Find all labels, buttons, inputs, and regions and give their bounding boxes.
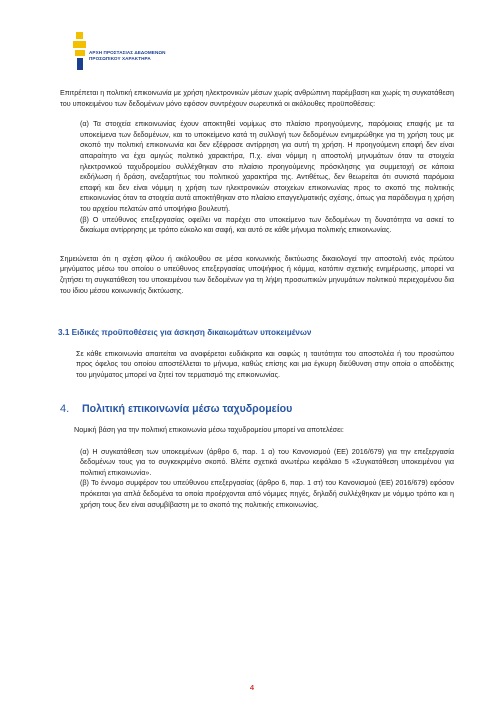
section-4-item-b: (β) Το έννομο συμφέρον του υπεύθυνου επεξεργασίας (άρθρο 6, παρ. 1 στ) του Κανονισμού (ΕΕ) 2016/679) εφόσον πρόκειται για απλά δεδομένα τα οποία προέρχονται από νόμιμες πηγές, δηλαδή συλλέχθηκαν με νόμιμο τρόπο και η χρήση τους δεν είναι ασυμβίβαστη με το σκοπό της πολιτικής επικοινωνίας. [80,478,454,509]
condition-b: (β) Ο υπεύθυνος επεξεργασίας οφείλει να παρέχει στο υποκείμενο των δεδομένων τη δυνατότητα να ασκεί το δικαίωμα αντίρρησης με τρόπο εύκολο και σαφή, και αυτό σε κάθε μήνυμα πολιτικής επικοινωνίας. [80,214,454,235]
section-4-heading [60,404,454,415]
logo-text [89,50,166,62]
conditions-list [70,119,454,236]
condition-a: (α) Τα στοιχεία επικοινωνίας έχουν αποκτηθεί νομίμως στο πλαίσιο προηγούμενης, παρόμοιας επαφής με τα υποκείμενα των δεδομένων, και το υποκείμενο κατά τη συλλογή των δεδομένων ενημερώθηκε για τη χρήση τους με σκοπό την πολιτική επικοινωνία και δεν εξέφρασε αντίρρηση για αυτή τη χρήση. Η προηγούμενη επαφή δεν είναι απαραίτητο να έχει αμιγώς πολιτικό χαρακτήρα, Π.χ. είναι νόμιμη η αποστολή μηνυμάτων όταν τα στοιχεία ηλεκτρονικού ταχυδρομείου συλλέχθηκαν στο πλαίσιο προηγούμενης πρόσκλησης για συμμετοχή σε κάποια εκδήλωση ή δράση, ανεξαρτήτως του πολιτικού χαρακτήρα της. Αντιθέτως, δεν θεωρείται ότι συνιστά παρόμοια επαφή και δεν είναι νόμιμη η χρήση των ηλεκτρονικών στοιχείων επικοινωνίας προς το σκοπό της πολιτικής επικοινωνίας όταν τα στοιχεία αυτά αποκτήθηκαν στο πλαίσιο επαγγελματικής σχέσης, όπως για παράδειγμα η χρήση του αρχείου πελατών από υποψήφιο βουλευτή. [80,119,454,213]
section-4-item-a: (α) Η συγκατάθεση των υποκειμένων (άρθρο 6, παρ. 1 α) του Κανονισμού (ΕΕ) 2016/679) για την επεξεργασία δεδομένων τους για το συγκεκριμένο σκοπό. Βλέπε σχετικά ανωτέρω κεφάλαιο 5 «Συγκατάθεση υποκειμένου για πολιτική επικοινωνία». [80,446,454,477]
logo-line-2: ΠΡΟΣΩΠΙΚΟΥ ΧΑΡΑΚΤΗΡΑ [89,56,151,61]
section-4-title: Πολιτική επικοινωνία μέσω ταχυδρομείου [82,403,293,416]
logo-line-1: ΑΡΧΗ ΠΡΟΣΤΑΣΙΑΣ ΔΕΔΟΜΕΝΩΝ [89,50,166,55]
section-4-list [70,447,454,511]
logo-emblem-icon [73,32,87,70]
intro-paragraph: Επιτρέπεται η πολιτική επικοινωνία με χρήση ηλεκτρονικών μέσων χωρίς ανθρώπινη παρέμβαση και χωρίς τη συγκατάθεση του υποκειμένου των δεδομένων μόνο εφόσον συντρέχουν σωρευτικά οι ακόλουθες προϋποθέσεις: [60,88,454,108]
document-body [60,80,454,510]
authority-logo [73,30,273,76]
section-4-basis: Νομική βάση για την πολιτική επικοινωνία μέσω ταχυδρομείου μπορεί να αποτελέσει: [74,425,344,435]
section-4-number: 4. [60,403,70,416]
note-paragraph: Σημειώνεται ότι η σχέση φίλου ή ακόλουθου σε μέσα κοινωνικής δικτύωσης δικαιολογεί την αποστολή ενός πρώτου μηνύματος μέσω του οποίου ο υπεύθυνος επεξεργασίας υποψήφιος ή κόμμα, κατόπιν σχετικής ενημέρωσης, μπορεί να ζητήσει τη συγκατάθεση του υποκειμένου των δεδομένων για τη λήψη προσωπικών μηνυμάτων πολιτικού περιεχομένου δια του ίδιου μέσου κοινωνικής δικτύωσης. [60,253,454,295]
section-3-1-heading: 3.1 Ειδικές προϋποθέσεις για άσκηση δικαιωμάτων υποκειμένων [58,328,312,338]
page-number: 4 [249,683,255,692]
section-3-1-text: Σε κάθε επικοινωνία απαιτείται να αναφέρεται ευδιάκριτα και σαφώς η ταυτότητα του αποστολέα ή του προσώπου προς όφελος του οποίου αποστέλλεται το μήνυμα, καθώς επίσης και μια έγκυρη διεύθυνση στην οποία ο αποδέκτης του μηνύματος μπορεί να ζητεί τον τερματισμό της επικοινωνίας. [76,348,454,379]
